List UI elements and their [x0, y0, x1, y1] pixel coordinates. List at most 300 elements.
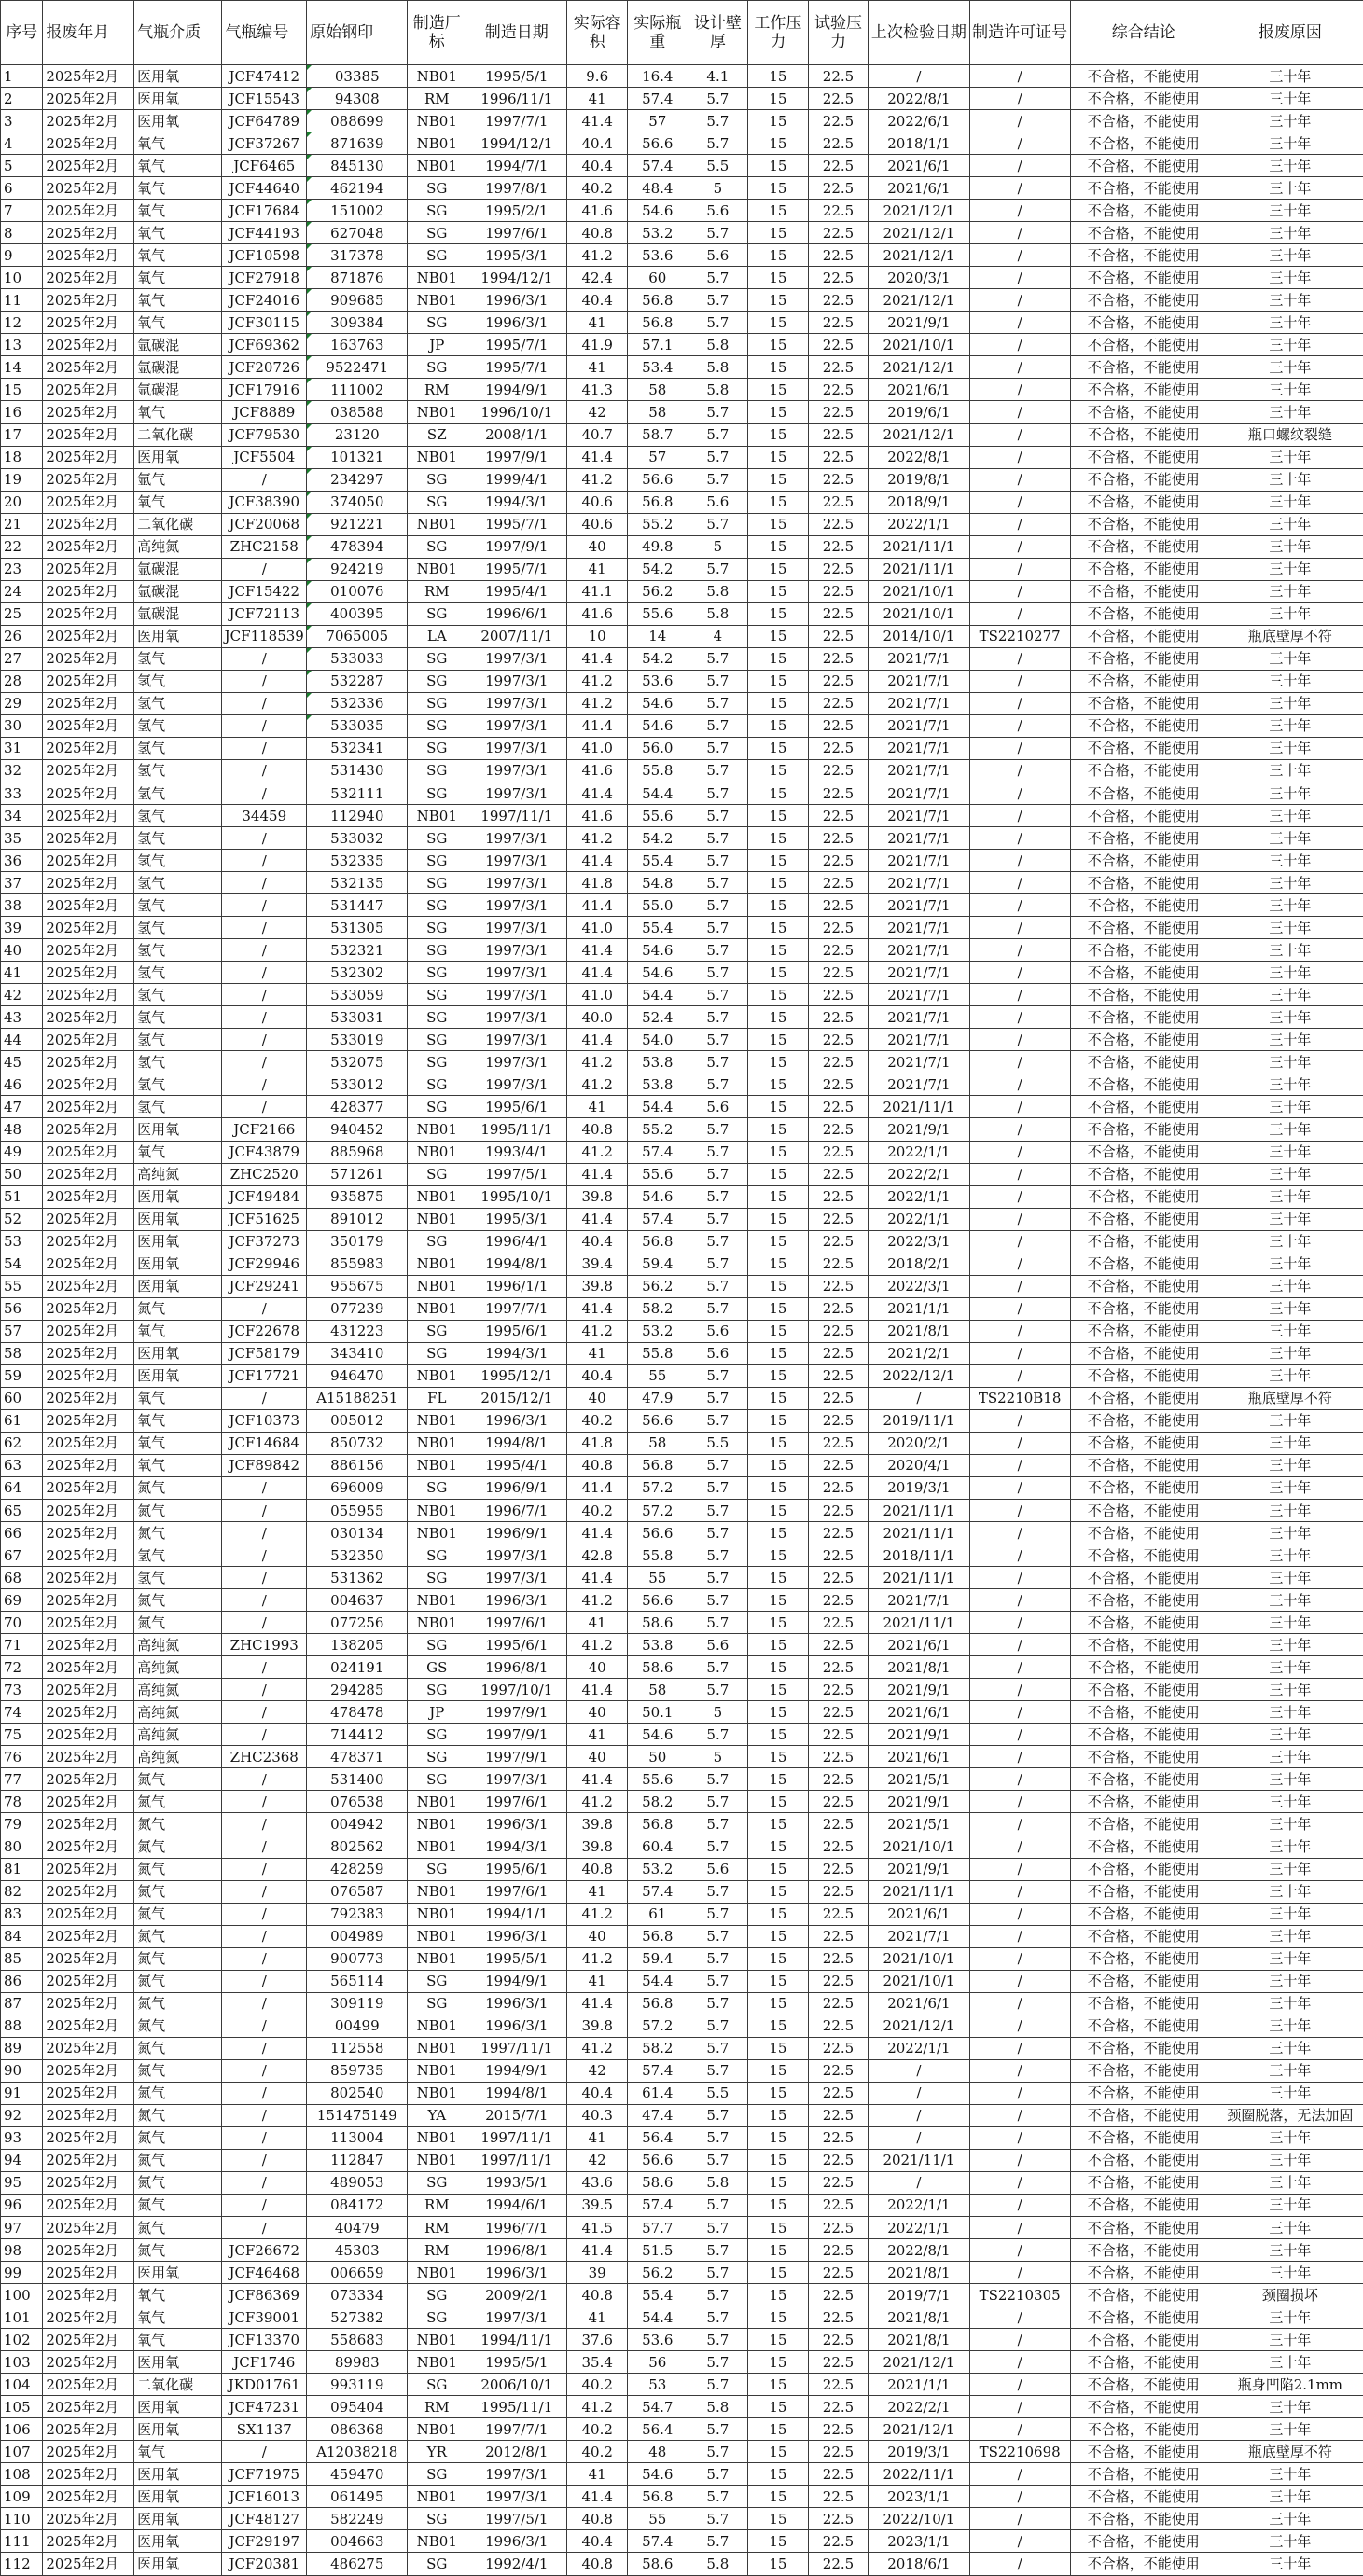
- cell-scrap-reason[interactable]: 三十年: [1217, 558, 1363, 580]
- cell-medium[interactable]: 氧气: [134, 222, 222, 244]
- table-row[interactable]: [1, 2217, 1363, 2239]
- cell-test-pressure[interactable]: 22.5: [808, 1992, 869, 2015]
- cell-license-no[interactable]: /: [969, 872, 1070, 894]
- cell-medium[interactable]: 氢气: [134, 714, 222, 737]
- cell-scrap-month[interactable]: 2025年2月: [43, 2015, 134, 2037]
- cell-weight[interactable]: 58.2: [627, 2037, 688, 2059]
- cell-conclusion[interactable]: 不合格，不能使用: [1070, 1141, 1217, 1163]
- cell-made-date[interactable]: 1997/11/1: [466, 805, 567, 827]
- cell-steel-stamp[interactable]: A12038218: [307, 2441, 408, 2463]
- cell-scrap-reason[interactable]: 三十年: [1217, 939, 1363, 962]
- cell-wall-thickness[interactable]: 5.8: [688, 334, 748, 356]
- cell-license-no[interactable]: /: [969, 1476, 1070, 1499]
- cell-cylinder-no[interactable]: JCF17721: [222, 1364, 307, 1387]
- cell-wall-thickness[interactable]: 5.6: [688, 200, 748, 222]
- cell-scrap-month[interactable]: 2025年2月: [43, 1409, 134, 1432]
- cell-steel-stamp[interactable]: 924219: [307, 558, 408, 580]
- cell-scrap-reason[interactable]: 三十年: [1217, 2553, 1363, 2575]
- cell-license-no[interactable]: /: [969, 580, 1070, 602]
- cell-scrap-month[interactable]: 2025年2月: [43, 1387, 134, 1409]
- cell-weight[interactable]: 52.4: [627, 1006, 688, 1029]
- cell-scrap-month[interactable]: 2025年2月: [43, 446, 134, 468]
- cell-license-no[interactable]: /: [969, 1185, 1070, 1208]
- cell-wall-thickness[interactable]: 5.7: [688, 1118, 748, 1141]
- cell-index[interactable]: 61: [1, 1409, 43, 1432]
- cell-maker-mark[interactable]: NB01: [408, 1118, 466, 1141]
- table-row[interactable]: [1, 1163, 1363, 1185]
- cell-test-pressure[interactable]: 22.5: [808, 894, 869, 917]
- cell-last-inspection[interactable]: 2018/2/1: [869, 1253, 969, 1275]
- cell-steel-stamp[interactable]: 532135: [307, 872, 408, 894]
- column-header-work-pressure[interactable]: 工作压力: [748, 1, 809, 65]
- cell-license-no[interactable]: /: [969, 334, 1070, 356]
- cell-wall-thickness[interactable]: 5.8: [688, 602, 748, 625]
- cell-medium[interactable]: 高纯氮: [134, 1679, 222, 1701]
- cell-wall-thickness[interactable]: 5.7: [688, 737, 748, 759]
- cell-license-no[interactable]: /: [969, 356, 1070, 379]
- cell-scrap-reason[interactable]: 三十年: [1217, 984, 1363, 1006]
- cell-volume[interactable]: 41.6: [567, 602, 628, 625]
- cell-medium[interactable]: 氢气: [134, 1567, 222, 1589]
- column-header-cylinder-no[interactable]: 气瓶编号: [222, 1, 307, 65]
- cell-scrap-reason[interactable]: 三十年: [1217, 1724, 1363, 1746]
- cell-volume[interactable]: 41.2: [567, 1634, 628, 1656]
- cell-wall-thickness[interactable]: 4: [688, 625, 748, 647]
- cell-medium[interactable]: 氧气: [134, 1141, 222, 1163]
- cell-scrap-reason[interactable]: 三十年: [1217, 962, 1363, 984]
- cell-conclusion[interactable]: 不合格，不能使用: [1070, 2104, 1217, 2126]
- cell-work-pressure[interactable]: 15: [748, 2149, 809, 2171]
- cell-license-no[interactable]: /: [969, 1992, 1070, 2015]
- cell-wall-thickness[interactable]: 5.7: [688, 1454, 748, 1476]
- cell-scrap-reason[interactable]: 瓶底壁厚不符: [1217, 625, 1363, 647]
- cell-scrap-reason[interactable]: 颈圈损坏: [1217, 2284, 1363, 2306]
- cell-test-pressure[interactable]: 22.5: [808, 1791, 869, 1813]
- cell-volume[interactable]: 41.3: [567, 379, 628, 401]
- cell-cylinder-no[interactable]: /: [222, 1500, 307, 1522]
- cell-conclusion[interactable]: 不合格，不能使用: [1070, 1342, 1217, 1364]
- cell-test-pressure[interactable]: 22.5: [808, 827, 869, 850]
- cell-work-pressure[interactable]: 15: [748, 2441, 809, 2463]
- cell-scrap-month[interactable]: 2025年2月: [43, 1612, 134, 1634]
- table-row[interactable]: [1, 1432, 1363, 1454]
- cell-volume[interactable]: 41.2: [567, 827, 628, 850]
- cell-maker-mark[interactable]: NB01: [408, 2126, 466, 2149]
- cell-work-pressure[interactable]: 15: [748, 535, 809, 558]
- cell-maker-mark[interactable]: SG: [408, 647, 466, 670]
- cell-volume[interactable]: 41.2: [567, 1791, 628, 1813]
- cell-conclusion[interactable]: 不合格，不能使用: [1070, 1522, 1217, 1544]
- cell-steel-stamp[interactable]: 459470: [307, 2463, 408, 2486]
- cell-work-pressure[interactable]: 15: [748, 2351, 809, 2374]
- cell-maker-mark[interactable]: SG: [408, 2553, 466, 2575]
- cell-medium[interactable]: 氮气: [134, 1880, 222, 1903]
- cell-license-no[interactable]: /: [969, 850, 1070, 872]
- cell-test-pressure[interactable]: 22.5: [808, 2486, 869, 2508]
- cell-weight[interactable]: 61: [627, 1903, 688, 1925]
- cell-scrap-month[interactable]: 2025年2月: [43, 289, 134, 312]
- table-row[interactable]: [1, 1185, 1363, 1208]
- cell-index[interactable]: 28: [1, 670, 43, 692]
- cell-scrap-month[interactable]: 2025年2月: [43, 1029, 134, 1051]
- cell-work-pressure[interactable]: 15: [748, 984, 809, 1006]
- cell-conclusion[interactable]: 不合格，不能使用: [1070, 1679, 1217, 1701]
- cell-wall-thickness[interactable]: 5.7: [688, 1947, 748, 1970]
- table-row[interactable]: [1, 1409, 1363, 1432]
- cell-work-pressure[interactable]: 15: [748, 334, 809, 356]
- table-row[interactable]: [1, 1454, 1363, 1476]
- cell-last-inspection[interactable]: 2014/10/1: [869, 625, 969, 647]
- cell-made-date[interactable]: 1996/3/1: [466, 1409, 567, 1432]
- cell-volume[interactable]: 42: [567, 401, 628, 423]
- cell-work-pressure[interactable]: 15: [748, 737, 809, 759]
- cell-weight[interactable]: 47.4: [627, 2104, 688, 2126]
- cell-index[interactable]: 24: [1, 580, 43, 602]
- cell-made-date[interactable]: 1997/3/1: [466, 850, 567, 872]
- cell-conclusion[interactable]: 不合格，不能使用: [1070, 1813, 1217, 1835]
- cell-cylinder-no[interactable]: /: [222, 2059, 307, 2082]
- table-row[interactable]: [1, 1029, 1363, 1051]
- cell-license-no[interactable]: /: [969, 446, 1070, 468]
- cell-wall-thickness[interactable]: 5.7: [688, 1141, 748, 1163]
- cell-last-inspection[interactable]: 2021/8/1: [869, 2329, 969, 2351]
- cell-made-date[interactable]: 1997/3/1: [466, 737, 567, 759]
- cell-weight[interactable]: 58: [627, 1432, 688, 1454]
- cell-last-inspection[interactable]: /: [869, 2104, 969, 2126]
- cell-scrap-month[interactable]: 2025年2月: [43, 894, 134, 917]
- cell-steel-stamp[interactable]: 532336: [307, 692, 408, 714]
- cell-cylinder-no[interactable]: JCF30115: [222, 312, 307, 334]
- cell-last-inspection[interactable]: /: [869, 2082, 969, 2104]
- cell-maker-mark[interactable]: NB01: [408, 2149, 466, 2171]
- cell-weight[interactable]: 54.4: [627, 1970, 688, 1992]
- cell-index[interactable]: 48: [1, 1118, 43, 1141]
- cell-conclusion[interactable]: 不合格，不能使用: [1070, 1073, 1217, 1096]
- cell-medium[interactable]: 氢气: [134, 759, 222, 782]
- cell-conclusion[interactable]: 不合格，不能使用: [1070, 2418, 1217, 2441]
- cell-license-no[interactable]: /: [969, 602, 1070, 625]
- cell-medium[interactable]: 医用氧: [134, 2486, 222, 2508]
- cell-made-date[interactable]: 1997/6/1: [466, 1612, 567, 1634]
- cell-scrap-month[interactable]: 2025年2月: [43, 1768, 134, 1791]
- cell-index[interactable]: 15: [1, 379, 43, 401]
- cell-made-date[interactable]: 1999/4/1: [466, 468, 567, 491]
- cell-steel-stamp[interactable]: 532111: [307, 782, 408, 805]
- cell-made-date[interactable]: 1997/3/1: [466, 872, 567, 894]
- table-row[interactable]: [1, 222, 1363, 244]
- cell-medium[interactable]: 氢气: [134, 692, 222, 714]
- cell-index[interactable]: 74: [1, 1701, 43, 1724]
- cell-conclusion[interactable]: 不合格，不能使用: [1070, 1656, 1217, 1679]
- cell-last-inspection[interactable]: 2021/11/1: [869, 1096, 969, 1118]
- cell-last-inspection[interactable]: 2021/6/1: [869, 1992, 969, 2015]
- cell-cylinder-no[interactable]: /: [222, 1992, 307, 2015]
- cell-test-pressure[interactable]: 22.5: [808, 1612, 869, 1634]
- cell-weight[interactable]: 55.4: [627, 850, 688, 872]
- cell-work-pressure[interactable]: 15: [748, 692, 809, 714]
- cell-test-pressure[interactable]: 22.5: [808, 401, 869, 423]
- cell-test-pressure[interactable]: 22.5: [808, 267, 869, 289]
- cell-scrap-reason[interactable]: 三十年: [1217, 468, 1363, 491]
- cell-test-pressure[interactable]: 22.5: [808, 1118, 869, 1141]
- cell-medium[interactable]: 医用氧: [134, 2418, 222, 2441]
- cell-license-no[interactable]: /: [969, 1342, 1070, 1364]
- cell-license-no[interactable]: /: [969, 267, 1070, 289]
- cell-medium[interactable]: 氮气: [134, 2059, 222, 2082]
- cell-index[interactable]: 103: [1, 2351, 43, 2374]
- cell-work-pressure[interactable]: 15: [748, 1006, 809, 1029]
- cell-license-no[interactable]: /: [969, 1567, 1070, 1589]
- cell-scrap-reason[interactable]: 三十年: [1217, 1275, 1363, 1297]
- cell-maker-mark[interactable]: RM: [408, 2396, 466, 2418]
- cell-made-date[interactable]: 1995/5/1: [466, 1947, 567, 1970]
- cell-made-date[interactable]: 1994/8/1: [466, 1253, 567, 1275]
- cell-conclusion[interactable]: 不合格，不能使用: [1070, 2059, 1217, 2082]
- cell-conclusion[interactable]: 不合格，不能使用: [1070, 984, 1217, 1006]
- cell-maker-mark[interactable]: SG: [408, 737, 466, 759]
- cell-cylinder-no[interactable]: ZHC2368: [222, 1746, 307, 1768]
- cell-medium[interactable]: 氮气: [134, 2015, 222, 2037]
- cell-maker-mark[interactable]: SG: [408, 1724, 466, 1746]
- cell-work-pressure[interactable]: 15: [748, 1791, 809, 1813]
- cell-index[interactable]: 112: [1, 2553, 43, 2575]
- cell-index[interactable]: 59: [1, 1364, 43, 1387]
- cell-work-pressure[interactable]: 15: [748, 2530, 809, 2553]
- table-row[interactable]: [1, 356, 1363, 379]
- cell-license-no[interactable]: /: [969, 1925, 1070, 1947]
- cell-license-no[interactable]: /: [969, 244, 1070, 267]
- cell-weight[interactable]: 60.4: [627, 1835, 688, 1858]
- cell-test-pressure[interactable]: 22.5: [808, 1275, 869, 1297]
- cell-steel-stamp[interactable]: 9522471: [307, 356, 408, 379]
- cell-wall-thickness[interactable]: 5.5: [688, 2082, 748, 2104]
- cell-medium[interactable]: 医用氧: [134, 1185, 222, 1208]
- cell-wall-thickness[interactable]: 5: [688, 535, 748, 558]
- table-row[interactable]: [1, 267, 1363, 289]
- cell-work-pressure[interactable]: 15: [748, 602, 809, 625]
- cell-scrap-reason[interactable]: 瓶底壁厚不符: [1217, 1387, 1363, 1409]
- cell-maker-mark[interactable]: NB01: [408, 2015, 466, 2037]
- cell-steel-stamp[interactable]: 478371: [307, 1746, 408, 1768]
- cell-license-no[interactable]: /: [969, 1364, 1070, 1387]
- cell-wall-thickness[interactable]: 5.7: [688, 2194, 748, 2216]
- cell-volume[interactable]: 41.2: [567, 1073, 628, 1096]
- cell-last-inspection[interactable]: 2021/10/1: [869, 1970, 969, 1992]
- cell-scrap-reason[interactable]: 三十年: [1217, 2486, 1363, 2508]
- cell-scrap-reason[interactable]: 三十年: [1217, 805, 1363, 827]
- cell-conclusion[interactable]: 不合格，不能使用: [1070, 513, 1217, 535]
- cell-scrap-month[interactable]: 2025年2月: [43, 356, 134, 379]
- cell-wall-thickness[interactable]: 5.8: [688, 379, 748, 401]
- cell-last-inspection[interactable]: 2021/6/1: [869, 1903, 969, 1925]
- cell-test-pressure[interactable]: 22.5: [808, 1679, 869, 1701]
- cell-cylinder-no[interactable]: /: [222, 894, 307, 917]
- cell-volume[interactable]: 43.6: [567, 2171, 628, 2194]
- cell-scrap-reason[interactable]: 三十年: [1217, 2262, 1363, 2284]
- cell-license-no[interactable]: /: [969, 2463, 1070, 2486]
- cell-cylinder-no[interactable]: /: [222, 1476, 307, 1499]
- cell-cylinder-no[interactable]: /: [222, 2015, 307, 2037]
- cell-cylinder-no[interactable]: JCF10373: [222, 1409, 307, 1432]
- cell-scrap-month[interactable]: 2025年2月: [43, 1970, 134, 1992]
- cell-scrap-month[interactable]: 2025年2月: [43, 1297, 134, 1320]
- cell-scrap-month[interactable]: 2025年2月: [43, 1364, 134, 1387]
- cell-cylinder-no[interactable]: JCF20068: [222, 513, 307, 535]
- cell-license-no[interactable]: /: [969, 894, 1070, 917]
- cell-test-pressure[interactable]: 22.5: [808, 491, 869, 513]
- cell-index[interactable]: 79: [1, 1813, 43, 1835]
- cell-medium[interactable]: 氢气: [134, 917, 222, 939]
- cell-scrap-month[interactable]: 2025年2月: [43, 2104, 134, 2126]
- cell-made-date[interactable]: 2015/7/1: [466, 2104, 567, 2126]
- cell-made-date[interactable]: 1997/3/1: [466, 1051, 567, 1073]
- cell-medium[interactable]: 氧气: [134, 1409, 222, 1432]
- cell-wall-thickness[interactable]: 5.7: [688, 1813, 748, 1835]
- cell-wall-thickness[interactable]: 5.7: [688, 401, 748, 423]
- table-row[interactable]: [1, 468, 1363, 491]
- cell-conclusion[interactable]: 不合格，不能使用: [1070, 827, 1217, 850]
- cell-medium[interactable]: 氮气: [134, 2126, 222, 2149]
- cell-maker-mark[interactable]: SZ: [408, 423, 466, 446]
- cell-wall-thickness[interactable]: 5.7: [688, 558, 748, 580]
- cell-medium[interactable]: 二氧化碳: [134, 513, 222, 535]
- cell-work-pressure[interactable]: 15: [748, 1724, 809, 1746]
- cell-wall-thickness[interactable]: 5.7: [688, 289, 748, 312]
- cell-last-inspection[interactable]: 2020/3/1: [869, 267, 969, 289]
- cell-index[interactable]: 39: [1, 917, 43, 939]
- table-row[interactable]: [1, 1208, 1363, 1230]
- cell-last-inspection[interactable]: /: [869, 65, 969, 88]
- cell-volume[interactable]: 41.2: [567, 1320, 628, 1342]
- table-row[interactable]: [1, 850, 1363, 872]
- cell-weight[interactable]: 55: [627, 1364, 688, 1387]
- cell-test-pressure[interactable]: 22.5: [808, 1073, 869, 1096]
- column-header-maker-mark[interactable]: 制造厂标: [408, 1, 466, 65]
- cell-license-no[interactable]: /: [969, 1813, 1070, 1835]
- cell-wall-thickness[interactable]: 5.7: [688, 2306, 748, 2329]
- cell-scrap-reason[interactable]: 三十年: [1217, 1320, 1363, 1342]
- cell-index[interactable]: 110: [1, 2508, 43, 2530]
- cell-weight[interactable]: 58: [627, 379, 688, 401]
- cell-maker-mark[interactable]: YA: [408, 2104, 466, 2126]
- cell-maker-mark[interactable]: SG: [408, 1230, 466, 1253]
- cell-conclusion[interactable]: 不合格，不能使用: [1070, 1185, 1217, 1208]
- cell-medium[interactable]: 氢气: [134, 1096, 222, 1118]
- column-header-test-pressure[interactable]: 试验压力: [808, 1, 869, 65]
- cell-scrap-month[interactable]: 2025年2月: [43, 850, 134, 872]
- cell-steel-stamp[interactable]: 859735: [307, 2059, 408, 2082]
- cell-weight[interactable]: 53.6: [627, 244, 688, 267]
- cell-work-pressure[interactable]: 15: [748, 1208, 809, 1230]
- cell-last-inspection[interactable]: 2022/1/1: [869, 2037, 969, 2059]
- cell-scrap-month[interactable]: 2025年2月: [43, 244, 134, 267]
- cell-medium[interactable]: 医用氧: [134, 1230, 222, 1253]
- cell-index[interactable]: 104: [1, 2374, 43, 2396]
- cell-test-pressure[interactable]: 22.5: [808, 647, 869, 670]
- cell-test-pressure[interactable]: 22.5: [808, 2329, 869, 2351]
- cell-conclusion[interactable]: 不合格，不能使用: [1070, 962, 1217, 984]
- cell-license-no[interactable]: /: [969, 1544, 1070, 1567]
- cell-license-no[interactable]: /: [969, 2396, 1070, 2418]
- cell-index[interactable]: 12: [1, 312, 43, 334]
- cell-scrap-reason[interactable]: 三十年: [1217, 334, 1363, 356]
- cell-cylinder-no[interactable]: JCF72113: [222, 602, 307, 625]
- cell-test-pressure[interactable]: 22.5: [808, 222, 869, 244]
- cell-made-date[interactable]: 1997/9/1: [466, 1724, 567, 1746]
- cell-test-pressure[interactable]: 22.5: [808, 1163, 869, 1185]
- cell-made-date[interactable]: 2009/2/1: [466, 2284, 567, 2306]
- cell-wall-thickness[interactable]: 5.7: [688, 670, 748, 692]
- cell-conclusion[interactable]: 不合格，不能使用: [1070, 289, 1217, 312]
- cell-conclusion[interactable]: 不合格，不能使用: [1070, 1029, 1217, 1051]
- cell-steel-stamp[interactable]: 940452: [307, 1118, 408, 1141]
- cell-volume[interactable]: 41.0: [567, 917, 628, 939]
- cell-steel-stamp[interactable]: 112847: [307, 2149, 408, 2171]
- cell-work-pressure[interactable]: 15: [748, 2104, 809, 2126]
- cell-index[interactable]: 33: [1, 782, 43, 805]
- cell-last-inspection[interactable]: 2019/7/1: [869, 2284, 969, 2306]
- cell-maker-mark[interactable]: SG: [408, 491, 466, 513]
- cell-scrap-reason[interactable]: 三十年: [1217, 1768, 1363, 1791]
- cell-weight[interactable]: 58.7: [627, 423, 688, 446]
- cell-scrap-month[interactable]: 2025年2月: [43, 1163, 134, 1185]
- cell-conclusion[interactable]: 不合格，不能使用: [1070, 692, 1217, 714]
- table-row[interactable]: [1, 88, 1363, 110]
- cell-volume[interactable]: 41: [567, 1096, 628, 1118]
- cell-steel-stamp[interactable]: 343410: [307, 1342, 408, 1364]
- cell-wall-thickness[interactable]: 5.8: [688, 2171, 748, 2194]
- cell-made-date[interactable]: 1995/12/1: [466, 1364, 567, 1387]
- cell-scrap-month[interactable]: 2025年2月: [43, 1522, 134, 1544]
- cell-medium[interactable]: 氮气: [134, 1297, 222, 1320]
- cell-scrap-month[interactable]: 2025年2月: [43, 2329, 134, 2351]
- cell-steel-stamp[interactable]: 532302: [307, 962, 408, 984]
- cell-maker-mark[interactable]: NB01: [408, 1925, 466, 1947]
- cell-weight[interactable]: 55.6: [627, 602, 688, 625]
- cell-made-date[interactable]: 1996/9/1: [466, 1522, 567, 1544]
- cell-conclusion[interactable]: 不合格，不能使用: [1070, 580, 1217, 602]
- cell-scrap-reason[interactable]: 三十年: [1217, 1947, 1363, 1970]
- cell-license-no[interactable]: /: [969, 535, 1070, 558]
- cell-conclusion[interactable]: 不合格，不能使用: [1070, 535, 1217, 558]
- cell-license-no[interactable]: /: [969, 2194, 1070, 2216]
- cell-scrap-month[interactable]: 2025年2月: [43, 2262, 134, 2284]
- cell-steel-stamp[interactable]: 94308: [307, 88, 408, 110]
- cell-weight[interactable]: 50.1: [627, 1701, 688, 1724]
- cell-conclusion[interactable]: 不合格，不能使用: [1070, 2306, 1217, 2329]
- cell-work-pressure[interactable]: 15: [748, 1476, 809, 1499]
- cell-steel-stamp[interactable]: 024191: [307, 1656, 408, 1679]
- cell-weight[interactable]: 57.2: [627, 1476, 688, 1499]
- cell-test-pressure[interactable]: 22.5: [808, 1500, 869, 1522]
- cell-scrap-month[interactable]: 2025年2月: [43, 2171, 134, 2194]
- cell-volume[interactable]: 40.8: [567, 2553, 628, 2575]
- cell-wall-thickness[interactable]: 5.7: [688, 2059, 748, 2082]
- cell-index[interactable]: 26: [1, 625, 43, 647]
- cell-weight[interactable]: 55.6: [627, 805, 688, 827]
- cell-work-pressure[interactable]: 15: [748, 670, 809, 692]
- cell-index[interactable]: 68: [1, 1567, 43, 1589]
- cell-volume[interactable]: 42.8: [567, 1544, 628, 1567]
- table-row[interactable]: [1, 446, 1363, 468]
- cell-volume[interactable]: 40.3: [567, 2104, 628, 2126]
- cell-made-date[interactable]: 1994/9/1: [466, 379, 567, 401]
- cell-medium[interactable]: 医用氧: [134, 1208, 222, 1230]
- cell-wall-thickness[interactable]: 5.7: [688, 1612, 748, 1634]
- cell-work-pressure[interactable]: 15: [748, 1746, 809, 1768]
- cell-maker-mark[interactable]: NB01: [408, 2418, 466, 2441]
- cell-license-no[interactable]: /: [969, 917, 1070, 939]
